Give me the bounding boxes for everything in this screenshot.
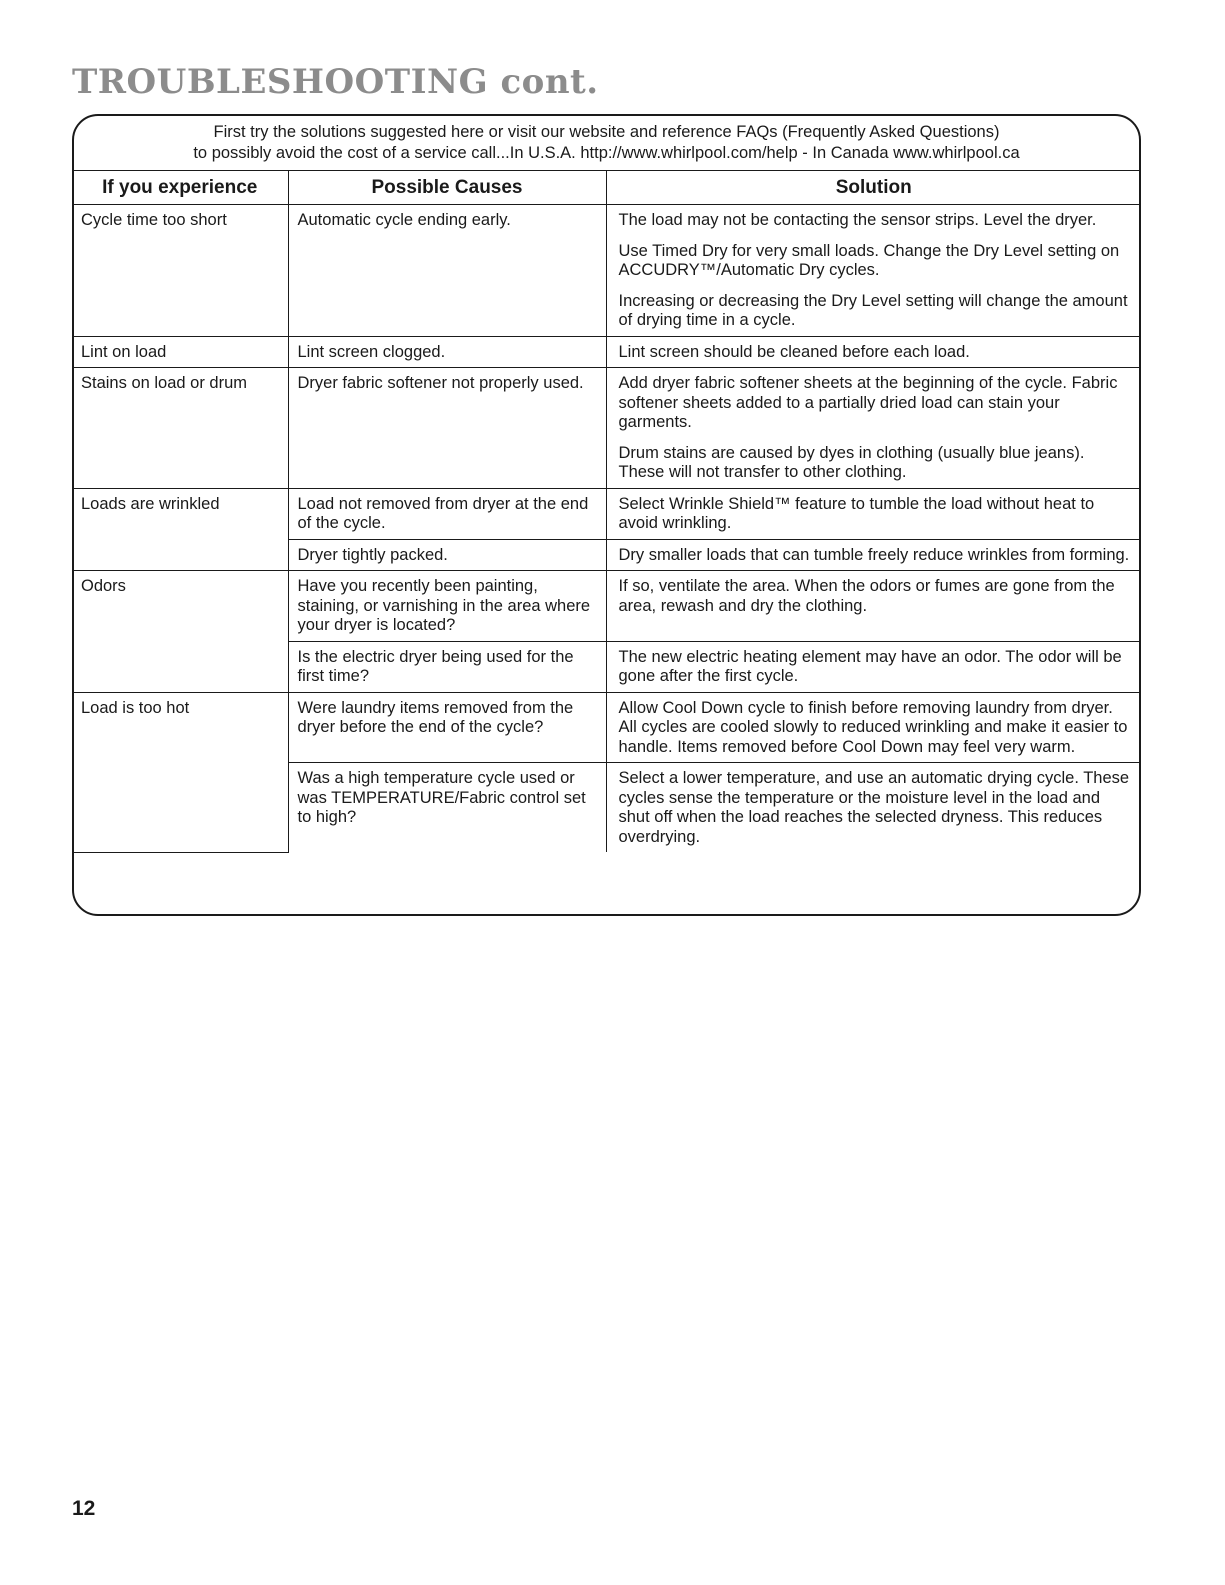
header-solution: Solution [606,171,1141,205]
cause-cell: Dryer fabric softener not properly used. [288,368,606,489]
table-row [72,205,1141,337]
cause-cell: Load not removed from dryer at the end of the cycle. [288,488,606,539]
solution-text: Allow Cool Down cycle to finish before removing laundry from dryer. All cycles are cooled slowly to reduced wrinkling and make it easier to handle. Items removed before Cool Down may feel very warm. [618,698,1128,756]
cause-cell: Lint screen clogged. [288,336,606,368]
cause-cell: Dryer tightly packed. [288,539,606,571]
solution-text: If so, ventilate the area. When the odors or fumes are gone from the area, rewash and dry the clothing. [618,577,1115,615]
solution-cell [606,488,1141,539]
solution-cell [606,641,1141,692]
solution-text: Increasing or decreasing the Dry Level setting will change the amount of drying time in a cycle. [618,291,1128,329]
solution-text: Select a lower temperature, and use an automatic drying cycle. These cycles sense the temperature or the moisture level in the load and shut off when the load reaches the selected dryness. This reduces overdrying. [618,769,1130,846]
experience-cell: Stains on load or drum [72,368,288,489]
intro-line: to possibly avoid the cost of a service call...In U.S.A. http://www.whirlpool.com/help - In Canada www.whirlpool.ca [193,144,1020,162]
experience-cell: Cycle time too short [72,205,288,337]
solution-text: The new electric heating element may have an odor. The odor will be gone after the first cycle. [618,647,1122,685]
solution-text: Use Timed Dry for very small loads. Change the Dry Level setting on ACCUDRY™/Automatic Dry cycles. [618,241,1120,279]
solution-cell [606,571,1141,642]
experience-cell: Odors [72,571,288,693]
page-title: TROUBLESHOOTING cont. [72,62,599,102]
troubleshooting-table [72,170,1141,853]
table-row [72,692,1141,763]
cause-cell: Were laundry items removed from the dryer before the end of the cycle? [288,692,606,763]
table-row [72,336,1141,368]
table-header-row [72,171,1141,205]
solution-text: Lint screen should be cleaned before each load. [618,342,970,361]
solution-cell [606,336,1141,368]
cause-cell: Have you recently been painting, staining, or varnishing in the area where your dryer is located? [288,571,606,642]
solution-cell [606,205,1141,337]
experience-cell: Loads are wrinkled [72,488,288,571]
table-row [72,488,1141,539]
cause-cell: Automatic cycle ending early. [288,205,606,337]
header-causes: Possible Causes [288,171,606,205]
solution-text: Dry smaller loads that can tumble freely reduce wrinkles from forming. [618,545,1130,564]
cause-cell: Was a high temperature cycle used or was TEMPERATURE/Fabric control set to high? [288,763,606,853]
experience-cell: Lint on load [72,336,288,368]
solution-text: Drum stains are caused by dyes in clothing (usually blue jeans). These will not transfer to other clothing. [618,443,1085,481]
cause-cell: Is the electric dryer being used for the first time? [288,641,606,692]
solution-text: The load may not be contacting the sensor strips. Level the dryer. [618,211,1097,229]
intro-line: First try the solutions suggested here or visit our website and reference FAQs (Frequently Asked Questions) [213,123,1000,141]
solution-text: Select Wrinkle Shield™ feature to tumble the load without heat to avoid wrinkling. [618,494,1095,532]
experience-cell: Load is too hot [72,692,288,852]
solution-cell [606,692,1141,763]
page-number: 12 [72,1497,96,1520]
solution-cell [606,539,1141,571]
table-row [72,571,1141,642]
header-experience: If you experience [72,171,288,205]
solution-cell [606,368,1141,489]
intro-text [72,122,1141,164]
solution-cell [606,763,1141,853]
solution-text: Add dryer fabric softener sheets at the beginning of the cycle. Fabric softener sheets added to a partially dried load can stain your garments. [618,374,1118,431]
table-row [72,368,1141,489]
